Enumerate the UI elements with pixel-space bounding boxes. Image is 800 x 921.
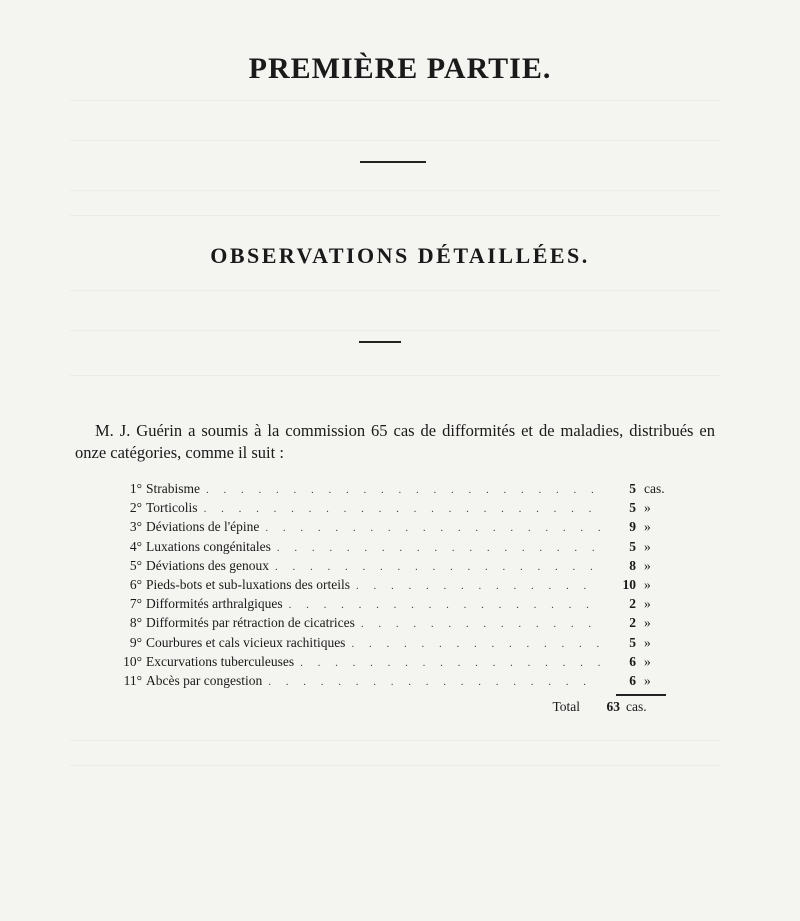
leader-dots	[277, 542, 600, 554]
item-label: Difformités arthralgiques	[146, 596, 283, 612]
item-unit: cas.	[644, 481, 665, 496]
item-number: 6°	[129, 576, 142, 592]
item-number: 4°	[129, 538, 142, 554]
divider-rule	[359, 341, 401, 343]
item-unit: »	[644, 557, 651, 573]
item-label: Courbures et cals vicieux rachitiques	[146, 634, 346, 650]
intro-paragraph: M. J. Guérin a soumis à la commission 65 cas de difformités et de maladies, distribués en onze catégories, comme il suit :	[75, 421, 715, 462]
part-title: PREMIÈRE PARTIE.	[248, 52, 552, 85]
list-item	[118, 673, 678, 692]
item-number: 11°	[123, 672, 142, 688]
total-count: 63	[606, 699, 620, 714]
item-unit: »	[644, 672, 651, 688]
leader-dots	[206, 484, 600, 496]
item-count: 10	[622, 576, 636, 592]
item-unit: »	[644, 634, 651, 650]
list-item	[118, 596, 678, 615]
list-item	[118, 500, 678, 519]
total-label: Total	[552, 699, 580, 714]
leader-dots	[275, 561, 600, 573]
leader-dots	[361, 618, 600, 630]
item-number: 10°	[123, 653, 142, 669]
total-rule	[616, 694, 666, 696]
leader-dots	[289, 599, 600, 611]
list-item	[118, 481, 678, 500]
item-number: 9°	[129, 634, 142, 650]
item-label: Torticolis	[146, 500, 198, 516]
item-count: 2	[629, 615, 636, 631]
item-label: Luxations congénitales	[146, 538, 271, 554]
list-item	[118, 654, 678, 673]
item-count: 5	[629, 634, 636, 650]
item-number: 5°	[129, 557, 142, 573]
item-unit: »	[644, 576, 651, 592]
item-unit: »	[644, 596, 651, 612]
item-unit: »	[644, 615, 651, 631]
list-item	[118, 519, 678, 538]
item-label: Excurvations tuberculeuses	[146, 653, 295, 669]
item-unit: »	[644, 653, 651, 669]
leader-dots	[356, 580, 600, 592]
item-label: Déviations des genoux	[146, 557, 269, 573]
item-number: 3°	[129, 519, 142, 535]
item-label: Déviations de l'épine	[146, 519, 260, 535]
leader-dots	[351, 638, 600, 650]
item-count: 6	[629, 672, 636, 688]
item-count: 5	[629, 538, 636, 554]
list-item	[118, 558, 678, 577]
item-unit: »	[644, 538, 651, 554]
item-number: 7°	[129, 596, 142, 612]
item-label: Abcès par congestion	[146, 672, 263, 688]
list-item	[118, 635, 678, 654]
item-label: Pieds-bots et sub-luxations des orteils	[146, 576, 350, 592]
list-item	[118, 615, 678, 634]
item-label: Strabisme	[146, 481, 200, 496]
total-row	[500, 699, 700, 715]
list-item	[118, 539, 678, 558]
divider-rule	[360, 161, 426, 163]
item-number: 8°	[129, 615, 142, 631]
item-count: 8	[629, 557, 636, 573]
item-unit: »	[644, 519, 651, 535]
item-number: 1°	[129, 481, 142, 496]
item-unit: »	[644, 500, 651, 516]
item-count: 5	[629, 500, 636, 516]
leader-dots	[204, 503, 600, 515]
item-count: 5	[629, 481, 636, 496]
leader-dots	[300, 657, 600, 669]
leader-dots	[265, 522, 600, 534]
item-number: 2°	[129, 500, 142, 516]
list-item	[118, 577, 678, 596]
item-count: 6	[629, 653, 636, 669]
total-unit: cas.	[626, 699, 647, 714]
item-count: 2	[629, 596, 636, 612]
leader-dots	[268, 676, 600, 688]
item-count: 9	[629, 519, 636, 535]
section-title: OBSERVATIONS DÉTAILLÉES.	[210, 243, 590, 268]
item-label: Difformités par rétraction de cicatrices	[146, 615, 355, 631]
case-list	[118, 481, 678, 692]
